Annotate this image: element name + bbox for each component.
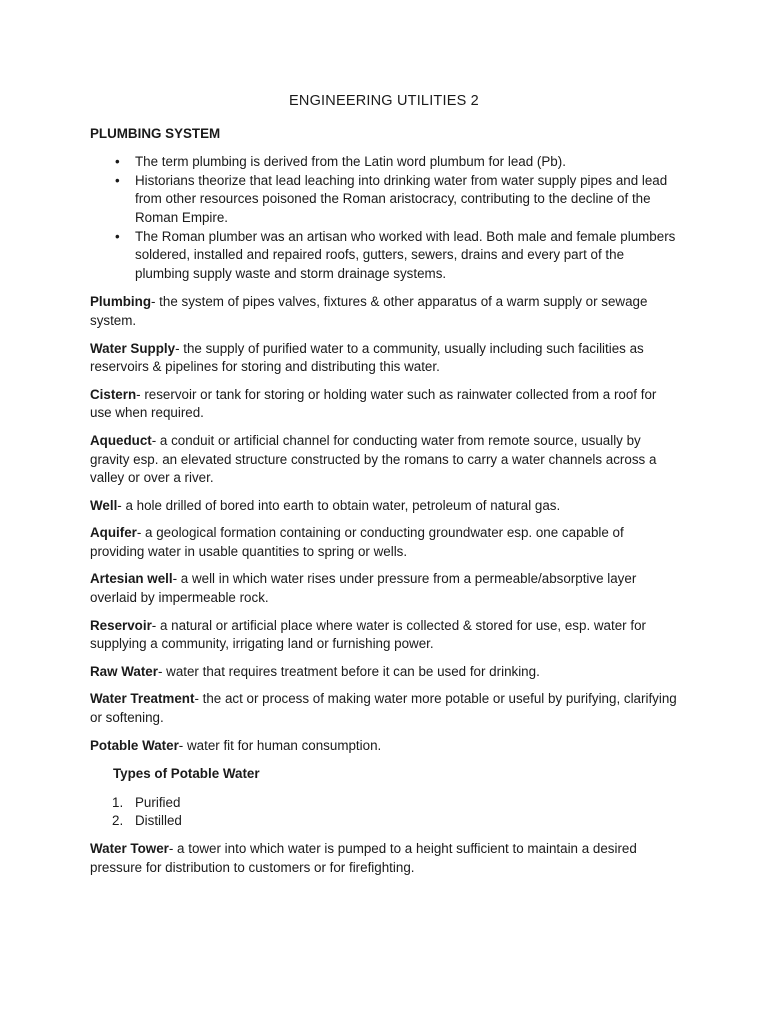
definition-term: Water Tower bbox=[90, 841, 169, 856]
definition-text: - a geological formation containing or conducting groundwater esp. one capable of providing water in usable quantities to spring or wells. bbox=[90, 525, 624, 559]
definition-text: - the system of pipes valves, fixtures & other apparatus of a warm supply or sewage system. bbox=[90, 294, 648, 328]
definition-text: - water that requires treatment before it can be used for drinking. bbox=[157, 663, 540, 679]
definition-text: - a natural or artificial place where water is collected & stored for use, esp. water for supplying a community, irrigating land or furnishing power. bbox=[90, 617, 646, 652]
definition-cistern bbox=[90, 386, 678, 423]
document-title: ENGINEERING UTILITIES 2 bbox=[289, 93, 479, 109]
bullet-item: • The Roman plumber was an artisan who worked with lead. Both male and female plumbers soldered, installed and repaired roofs, gutters, sewers, drains and every part of the plumbing supply waste and storm drainage systems. bbox=[135, 228, 678, 284]
definition-text: - water fit for human consumption. bbox=[178, 737, 382, 753]
definition-term: Water Treatment bbox=[90, 691, 195, 707]
definition-well bbox=[90, 497, 678, 516]
list-item bbox=[112, 794, 678, 813]
types-list bbox=[90, 794, 678, 831]
definition-aqueduct bbox=[90, 432, 678, 488]
definition-term: Water Supply bbox=[90, 340, 176, 356]
list-label: Purified bbox=[135, 794, 181, 810]
definition-text: - the supply of purified water to a community, usually including such facilities as reservoirs & pipelines for storing and distributing this water. bbox=[90, 340, 644, 375]
definition-term: Raw Water bbox=[90, 663, 158, 679]
definition-text: - a well in which water rises under pressure from a permeable/absorptive layer overlaid by impermeable rock. bbox=[90, 571, 637, 606]
definition-term: Well bbox=[90, 497, 118, 513]
types-heading: Types of Potable Water bbox=[113, 766, 260, 782]
definition-reservoir bbox=[90, 617, 678, 654]
section-heading: PLUMBING SYSTEM bbox=[90, 125, 221, 141]
bullet-item: • Historians theorize that lead leaching into drinking water from water supply pipes and lead from other resources poisoned the Roman aristocracy, contributing to the decline of the Roman Empire. bbox=[135, 172, 678, 228]
bullet-list bbox=[90, 153, 678, 283]
definition-plumbing bbox=[90, 293, 678, 330]
definition-water-treatment bbox=[90, 690, 678, 727]
definition-artesian-well bbox=[90, 570, 678, 607]
definition-term: Potable Water bbox=[90, 737, 179, 753]
definition-potable-water bbox=[90, 737, 678, 756]
definition-aquifer bbox=[90, 524, 678, 561]
list-number: 2. bbox=[112, 813, 124, 829]
definition-term: Cistern bbox=[90, 386, 137, 402]
bullet-item: • The term plumbing is derived from the Latin word plumbum for lead (Pb). bbox=[135, 153, 678, 172]
definition-text: - reservoir or tank for storing or holding water such as rainwater collected from a roof for use when required. bbox=[90, 386, 657, 421]
definition-text: - a tower into which water is pumped to a height sufficient to maintain a desired pressure for distribution to customers or for firefighting. bbox=[90, 841, 637, 875]
definition-term: Reservoir bbox=[90, 617, 152, 633]
definition-term: Plumbing bbox=[90, 294, 151, 310]
definition-text: - a hole drilled of bored into earth to obtain water, petroleum of natural gas. bbox=[117, 497, 561, 513]
definition-water-supply bbox=[90, 340, 678, 377]
list-number: 1. bbox=[112, 794, 124, 810]
definition-term: Aquifer bbox=[90, 525, 137, 541]
definition-raw-water bbox=[90, 663, 678, 682]
definition-text: - the act or process of making water more potable or useful by purifying, clarifying or softening. bbox=[90, 691, 677, 726]
definition-water-tower bbox=[90, 840, 678, 877]
list-label: Distilled bbox=[135, 813, 182, 829]
list-item bbox=[112, 812, 678, 831]
definition-term: Aqueduct bbox=[90, 432, 152, 448]
definition-text: - a conduit or artificial channel for conducting water from remote source, usually by gravity esp. an elevated structure constructed by the romans to carry a water channels across a valley or over a river. bbox=[90, 432, 657, 486]
definition-term: Artesian well bbox=[90, 571, 173, 587]
